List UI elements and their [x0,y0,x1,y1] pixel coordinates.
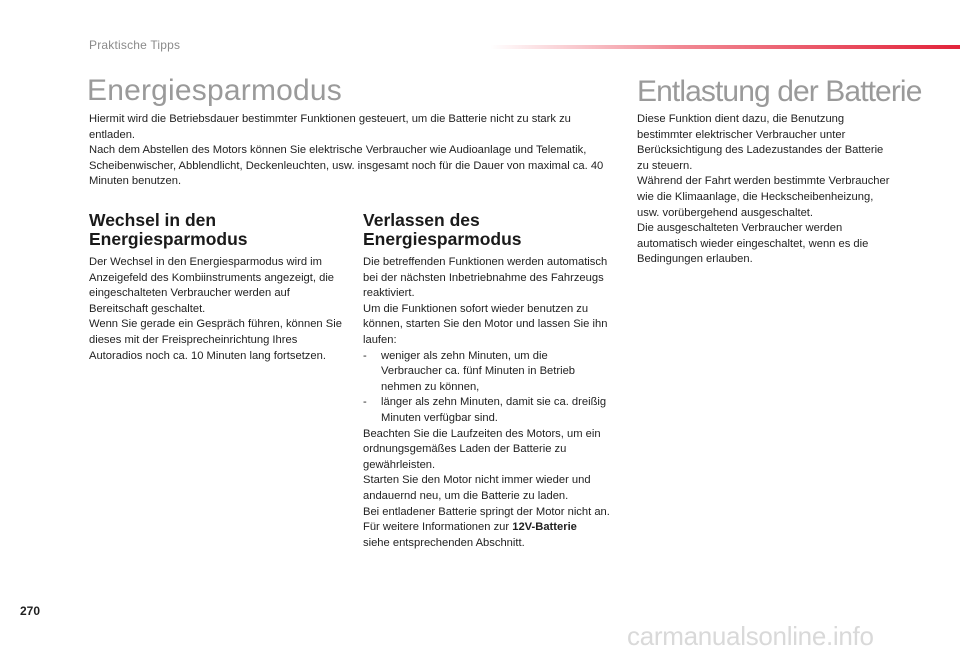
body-paragraph: Die ausgeschalteten Verbraucher werden automatisch wieder eingeschaltet, wenn es die Bedingungen erlauben. [637,222,869,266]
heading-line: Energiesparmodus [89,229,248,249]
page-title-entlastung: Entlastung der Batterie [637,75,922,108]
bullet-dash: - [363,349,367,362]
heading-verlassen [363,211,603,249]
bullet-dash: - [363,396,367,409]
bullet-item [363,349,611,396]
body-paragraph: Wenn Sie gerade ein Gespräch führen, können Sie dieses mit der Freisprecheinrichtung Ihres Autoradios noch ca. 10 Minuten lang fortsetzen. [89,318,342,362]
bullet-text: weniger als zehn Minuten, um die Verbraucher ca. fünf Minuten in Betrieb nehmen zu können, [381,349,576,393]
reference-suffix: siehe entsprechenden Abschnitt. [363,536,525,549]
section-label: Praktische Tipps [89,38,181,52]
body-paragraph: Die betreffenden Funktionen werden automatisch bei der nächsten Inbetriebnahme des Fahrzeugs reaktiviert. [363,256,608,300]
intro-paragraph: Hiermit wird die Betriebsdauer bestimmter Funktionen gesteuert, um die Batterie nicht zu stark zu entladen. [89,113,571,141]
reference-prefix: Für weitere Informationen zur [363,521,513,534]
body-paragraph: Während der Fahrt werden bestimmte Verbraucher wie die Klimaanlage, die Heckscheibenheizung, usw. vorübergehend ausgeschaltet. [637,175,890,219]
watermark: carmanualsonline.info [627,621,874,651]
bullet-text: länger als zehn Minuten, damit sie ca. dreißig Minuten verfügbar sind. [381,396,607,424]
entlastung-body [637,112,897,268]
heading-wechsel [89,211,319,249]
verlassen-body [363,255,611,551]
heading-line: Wechsel in den [89,210,217,230]
body-paragraph-reference [363,520,611,551]
body-paragraph: Diese Funktion dient dazu, die Benutzung bestimmter elektrischer Verbraucher unter Berücksichtigung des Ladezustandes der Batterie zu steuern. [637,113,884,172]
body-paragraph: Bei entladener Batterie springt der Motor nicht an. [363,505,610,518]
wechsel-body [89,255,344,364]
page-title-energiesparmodus: Energiesparmodus [87,74,343,107]
page-number: 270 [20,604,41,618]
body-paragraph: Um die Funktionen sofort wieder benutzen zu können, starten Sie den Motor und lassen Sie ihn laufen: [363,302,608,346]
intro-paragraph: Nach dem Abstellen des Motors können Sie elektrische Verbraucher wie Audioanlage und Telematik, Scheibenwischer, Abblendlicht, Deckenleuchten, usw. insgesamt noch für die Dauer von maximal ca. 40 Minuten benutzen. [89,144,604,188]
body-paragraph: Der Wechsel in den Energiesparmodus wird im Anzeigefeld des Kombiinstruments angezeigt, die eingeschalteten Verbraucher werden auf Bereitschaft geschaltet. [89,256,335,315]
heading-line: Verlassen des [363,210,480,230]
heading-line: Energiesparmodus [363,229,522,249]
body-paragraph: Beachten Sie die Laufzeiten des Motors, um ein ordnungsgemäßes Laden der Batterie zu gewährleisten. [363,427,601,471]
intro-text [89,112,619,190]
body-paragraph: Starten Sie den Motor nicht immer wieder und andauernd neu, um die Batterie zu laden. [363,474,591,502]
reference-link-12v-batterie: 12V-Batterie [512,521,577,534]
bullet-item [363,395,611,426]
header-accent-rule [490,45,960,49]
